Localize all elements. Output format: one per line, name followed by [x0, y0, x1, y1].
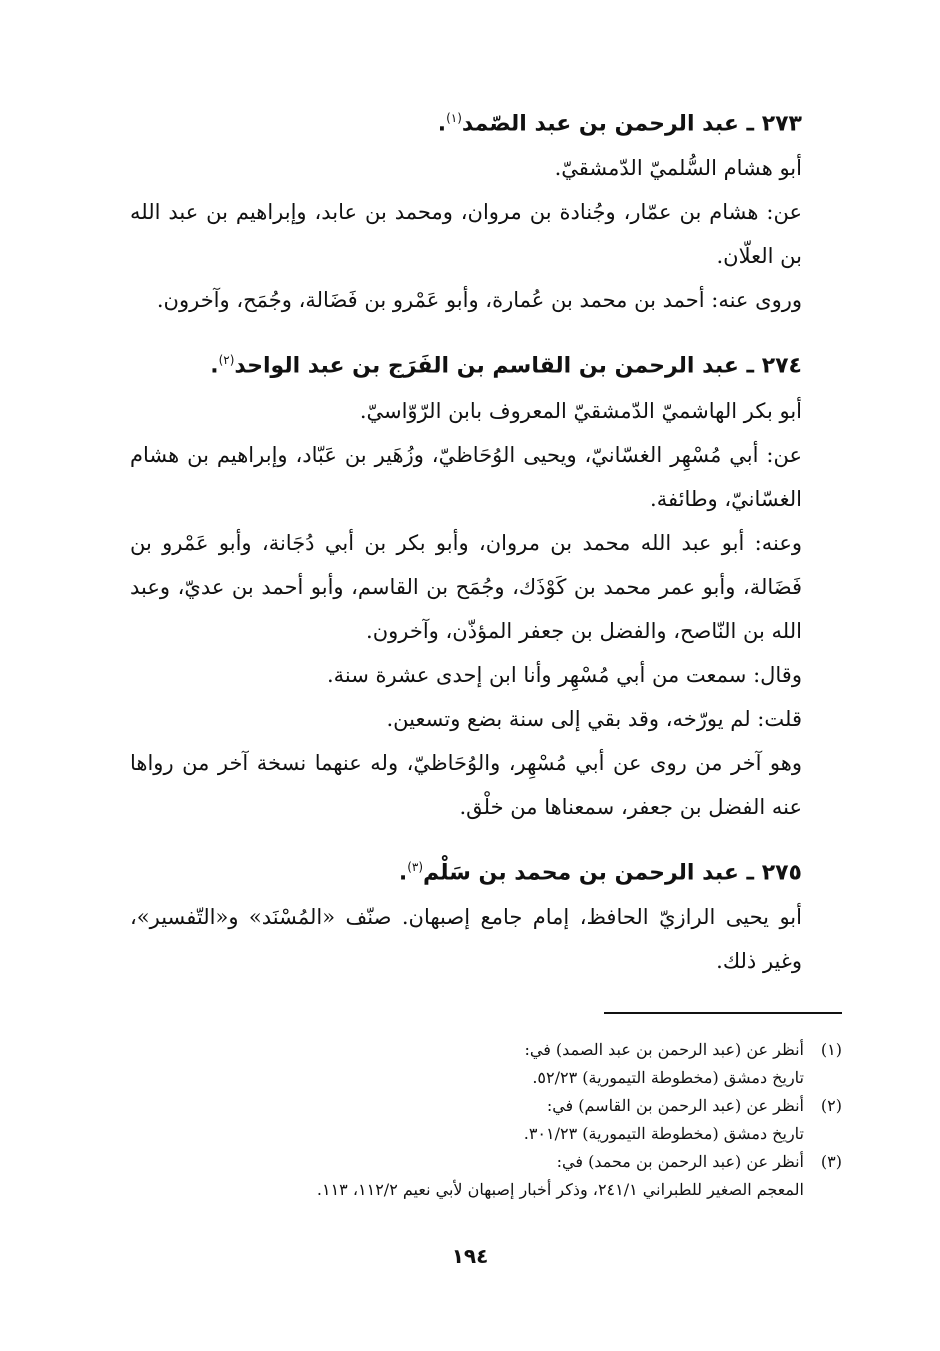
- paragraph: أبو هشام السُّلميّ الدّمشقيّ.: [554, 156, 802, 181]
- footnote-line: تاريخ دمشق (مخطوطة التيمورية) ٣٠١/٢٣.: [523, 1124, 804, 1143]
- entry-275: [130, 845, 842, 983]
- footnote-mark: (١): [446, 111, 462, 125]
- footnote-mark: (٢): [218, 353, 235, 368]
- footnote-separator: [604, 1012, 842, 1014]
- footnote-number: (٣): [820, 1152, 842, 1171]
- main-text: [130, 96, 842, 999]
- footnote: [180, 1036, 842, 1092]
- footnote: [180, 1092, 842, 1148]
- paragraph: عن: هشام بن عمّار، وجُنادة بن مروان، ومحمد بن عابد، وإبراهيم بن عبد الله بن العلّان.: [130, 200, 802, 269]
- heading-end: .: [398, 859, 408, 885]
- paragraph: وقال: سمعت من أبي مُسْهِر وأنا ابن إحدى عشرة سنة.: [326, 662, 802, 687]
- paragraph: عن: أبي مُسْهِر الغسّانيّ، ويحيى الوُحَاظيّ، وزُهَير بن عَبّاد، وإبراهيم بن هشام الغسّانيّ، وطائفة.: [130, 442, 802, 511]
- footnotes: [180, 1036, 842, 1204]
- paragraph: أبو يحيى الرازيّ الحافظ، إمام جامع إصبهان. صنّف «المُسْنَد» و«التّفسير»، وغير ذلك.: [130, 904, 802, 973]
- entry-273: [130, 96, 842, 322]
- paragraph: قلت: لم يورّخه، وقد بقي إلى سنة بضع وتسعين.: [386, 706, 802, 731]
- heading-end: .: [210, 353, 219, 379]
- footnote-line: أنظر عن (عبد الرحمن بن عبد الصمد) في:: [524, 1040, 804, 1059]
- entry-274: [130, 338, 842, 828]
- entry-heading-text: ٢٧٣ ـ عبد الرحمن بن عبد الصّمد: [461, 111, 802, 137]
- footnote-line: تاريخ دمشق (مخطوطة التيمورية) ٥٢/٢٣.: [532, 1068, 804, 1087]
- footnote-line: أنظر عن (عبد الرحمن بن القاسم) في:: [546, 1096, 804, 1115]
- paragraph: وهو آخر من روى عن أبي مُسْهِر، والوُحَاظيّ، وله عنهما نسخة آخر من رواها عنه الفضل بن جعفر، سمعناها من خلْق.: [130, 750, 802, 819]
- footnote-line: المعجم الصغير للطبراني ٢٤١/١، وذكر أخبار إصبهان لأبي نعيم ١١٢/٢، ١١٣.: [316, 1180, 804, 1199]
- paragraph: وعنه: أبو عبد الله محمد بن مروان، وأبو بكر بن أبي دُجَانة، وأبو عَمْرو بن فَضَالة، وأبو عمر محمد بن كَوْذَك، وجُمَح بن القاسم، وأبو أحمد بن عديّ، وعبد الله بن النّاصح، والفضل بن جعفر المؤذّن، وآخرون.: [130, 530, 802, 643]
- entry-heading-text: ٢٧٥ ـ عبد الرحمن بن محمد بن سَلْم: [423, 859, 802, 885]
- paragraph: وروى عنه: أحمد بن محمد بن عُمارة، وأبو عَمْرو بن فَضَالة، وجُمَح، وآخرون.: [156, 288, 802, 313]
- entry-heading: [130, 96, 842, 146]
- paragraph: أبو بكر الهاشميّ الدّمشقيّ المعروف بابن الرّوّاسيّ.: [359, 398, 802, 423]
- page-number: ١٩٤: [451, 1244, 489, 1268]
- footnote: [180, 1148, 842, 1204]
- heading-end: .: [437, 111, 447, 137]
- entry-heading: [130, 845, 842, 895]
- footnote-number: (٢): [820, 1096, 842, 1115]
- footnote-line: أنظر عن (عبد الرحمن بن محمد) في:: [556, 1152, 804, 1171]
- entry-heading-text: ٢٧٤ ـ عبد الرحمن بن القاسم بن الفَرَج بن عبد الواحد: [234, 353, 802, 379]
- entry-heading: [130, 338, 842, 388]
- footnote-mark: (٣): [407, 859, 424, 874]
- footnote-number: (١): [820, 1040, 842, 1059]
